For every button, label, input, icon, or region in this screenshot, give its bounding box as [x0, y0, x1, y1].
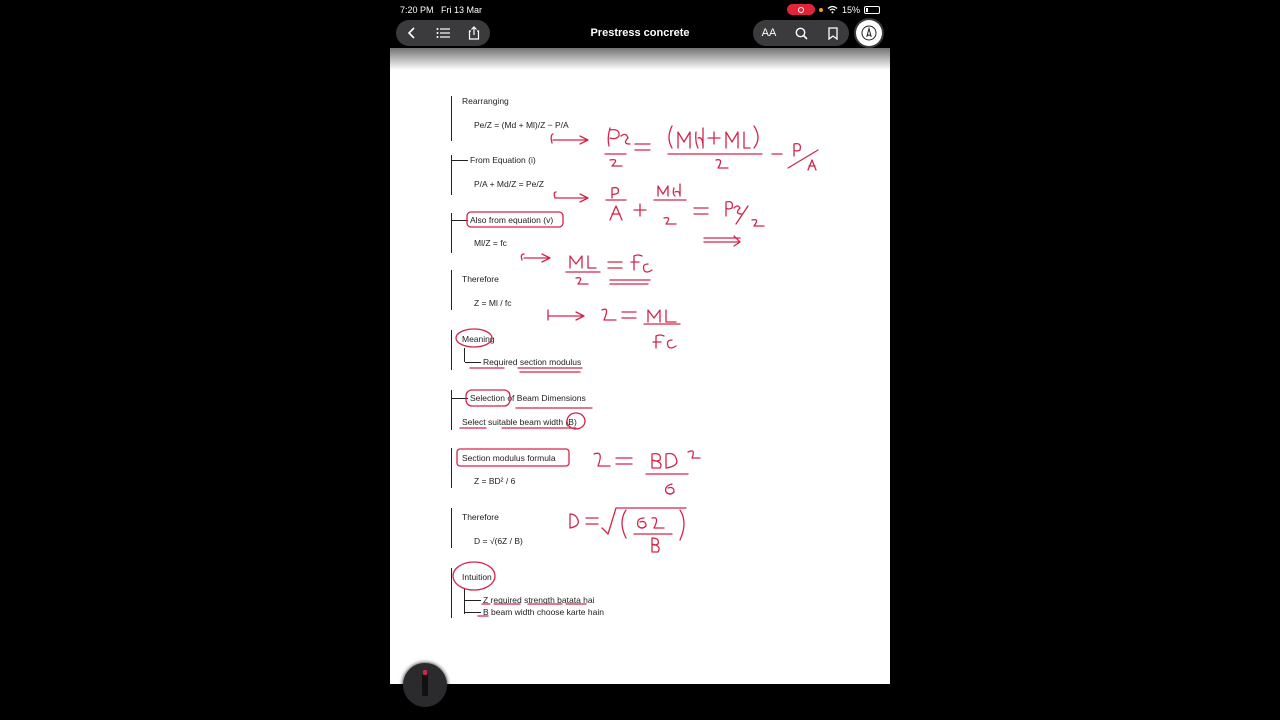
- ink-fraction-ml-z: [566, 256, 600, 284]
- ink-fraction-p-a: [606, 188, 626, 220]
- ink-z: [594, 453, 610, 466]
- battery-percent: 15%: [841, 4, 860, 15]
- status-indicators: [787, 4, 880, 15]
- ink-minus-p-a: [772, 144, 818, 170]
- ink-arrow: [548, 310, 584, 320]
- status-date: Fri 13 Mar: [441, 5, 483, 15]
- ink-pe-over-2: [726, 202, 764, 226]
- ink-box-also-from-equation: [467, 212, 563, 227]
- doc-line: P/A + Md/Z = Pe/Z: [474, 179, 544, 189]
- ink-fc: [631, 255, 652, 272]
- ink-equals: [608, 262, 622, 268]
- doc-line: Therefore: [462, 274, 499, 284]
- ink-underline: [610, 280, 650, 284]
- ink-arrow: [521, 254, 550, 262]
- ink-fraction-pe-z: [605, 128, 630, 166]
- doc-line: D = √(6Z / B): [474, 536, 523, 546]
- document-title: Prestress concrete: [590, 27, 690, 39]
- ink-fraction-md-z: [654, 184, 686, 224]
- doc-line: From Equation (i): [470, 155, 536, 165]
- ink-equals: [694, 208, 708, 214]
- doc-line: Meaning: [462, 334, 495, 344]
- doc-line: Z = BD² / 6: [474, 476, 516, 486]
- text-size-label: AA: [761, 27, 777, 39]
- reader-toolbar: [390, 18, 890, 48]
- ink-sqrt: [602, 508, 686, 534]
- doc-line: Section modulus formula: [462, 453, 556, 463]
- handwritten-annotations: [390, 48, 890, 684]
- text-size-icon[interactable]: [757, 21, 781, 45]
- mic-indicator-icon: [819, 8, 823, 12]
- ink-equals: [586, 518, 598, 524]
- ink-double-arrow: [704, 236, 740, 246]
- ink-equals: [635, 144, 650, 150]
- battery-icon: [864, 6, 880, 14]
- doc-line: Z required strength batata hai: [483, 595, 595, 605]
- ink-underline: [460, 408, 592, 428]
- status-bar: [390, 0, 890, 20]
- bookmark-icon[interactable]: [821, 21, 845, 45]
- doc-line: Intuition: [462, 572, 492, 582]
- pen-tool-icon[interactable]: [403, 663, 447, 707]
- status-time: 7:20 PM Fri 13 Mar: [400, 5, 483, 15]
- ink-arrow: [551, 134, 588, 144]
- ink-equals: [622, 312, 636, 318]
- document-page[interactable]: [390, 48, 890, 684]
- ink-d: [570, 514, 578, 528]
- ink-arrow: [554, 192, 588, 202]
- doc-line: Select suitable beam width (B): [462, 417, 577, 427]
- ink-box-section-modulus: [457, 449, 569, 466]
- doc-line: B beam width choose karte hain: [483, 607, 604, 617]
- doc-line: Required section modulus: [483, 357, 582, 367]
- ink-box-selection: [466, 390, 510, 406]
- ink-circle-b: [567, 413, 585, 429]
- doc-line: Ml/Z = fc: [474, 238, 507, 248]
- ink-underline: [470, 368, 582, 372]
- ink-fraction-md-ml: [668, 126, 762, 168]
- doc-line: Pe/Z = (Md + Ml)/Z − P/A: [474, 120, 569, 130]
- ink-equals: [616, 458, 632, 464]
- ink-plus: [634, 204, 646, 216]
- wifi-icon: [827, 5, 838, 14]
- ink-z: [602, 309, 616, 320]
- toolbar-right-group: [753, 20, 849, 46]
- pen-markup-icon[interactable]: [856, 20, 882, 46]
- screen-recording-icon[interactable]: [787, 4, 815, 15]
- doc-line: Also from equation (v): [470, 215, 554, 225]
- doc-line: Z = Ml / fc: [474, 298, 512, 308]
- ink-circle-intuition: [453, 562, 495, 590]
- ink-fraction-bd2-6: [646, 451, 700, 494]
- ink-circle-meaning: [456, 329, 492, 347]
- ipad-screen: [390, 0, 890, 684]
- ink-underline: [478, 604, 586, 616]
- page-top-shadow: [390, 48, 890, 70]
- doc-line: Therefore: [462, 512, 499, 522]
- search-icon[interactable]: [789, 21, 813, 45]
- ink-fraction-ml-fc: [644, 310, 680, 348]
- doc-line: Rearranging: [462, 96, 509, 106]
- ink-fraction-6z-b: [622, 510, 684, 552]
- doc-line: Selection of Beam Dimensions: [470, 393, 586, 403]
